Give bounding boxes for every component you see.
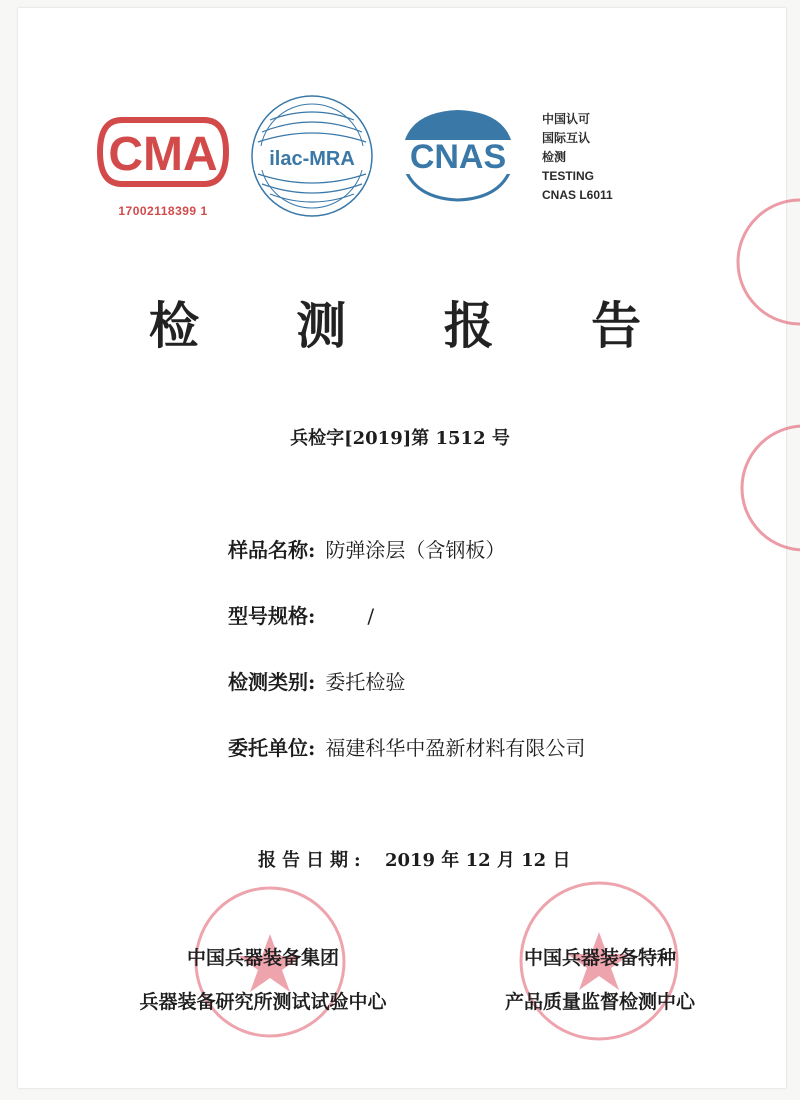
client-label: 委托单位:: [228, 736, 316, 760]
sample-name-label: 样品名称:: [228, 538, 316, 562]
report-fields: [228, 534, 585, 798]
test-type-value: 委托检验: [325, 670, 406, 694]
client-row: [228, 732, 585, 798]
report-date-label: 报告日期:: [258, 850, 367, 871]
cma-logo-text: CMA: [108, 128, 218, 181]
cnas-line: TESTING: [542, 169, 595, 183]
cnas-line: CNAS L6011: [542, 188, 613, 202]
sample-name-row: [228, 534, 585, 600]
accreditation-logos: [92, 92, 652, 222]
test-type-label: 检测类别:: [228, 670, 316, 694]
model-spec-row: [228, 600, 585, 666]
issuer-left-line: 兵器装备研究所测试试验中心: [139, 991, 387, 1013]
report-title: 检 测 报 告: [148, 296, 682, 355]
test-type-row: [228, 666, 585, 732]
cnas-line: 检测: [542, 150, 567, 164]
cnas-logo-text: CNAS: [409, 138, 507, 176]
cma-logo: [92, 104, 234, 216]
issuer-right-line: 中国兵器装备特种: [523, 947, 676, 969]
model-spec-value: /: [367, 604, 375, 628]
issuer-left: [118, 936, 408, 1024]
cnas-line: 中国认可: [542, 112, 591, 126]
report-date-value: 2019 年 12 月 12 日: [384, 850, 571, 871]
sample-name-value: 防弹涂层（含钢板）: [325, 538, 506, 562]
cnas-line: 国际互认: [542, 131, 591, 145]
cma-certificate-number: 17002118399 1: [118, 204, 208, 218]
ilac-logo-text: ilac-MRA: [269, 148, 355, 170]
report-date: [258, 846, 570, 872]
ilac-mra-logo: [248, 92, 376, 220]
issuer-right: [470, 936, 730, 1024]
issuer-left-line: 中国兵器装备集团: [186, 947, 339, 969]
client-value: 福建科华中盈新材料有限公司: [325, 736, 586, 760]
cnas-accreditation-text: [542, 110, 613, 205]
model-spec-label: 型号规格:: [228, 604, 316, 628]
cnas-logo: [394, 106, 522, 202]
issuer-right-line: 产品质量监督检测中心: [504, 991, 695, 1013]
report-number: 兵检字[2019]第 1512 号: [290, 428, 510, 449]
